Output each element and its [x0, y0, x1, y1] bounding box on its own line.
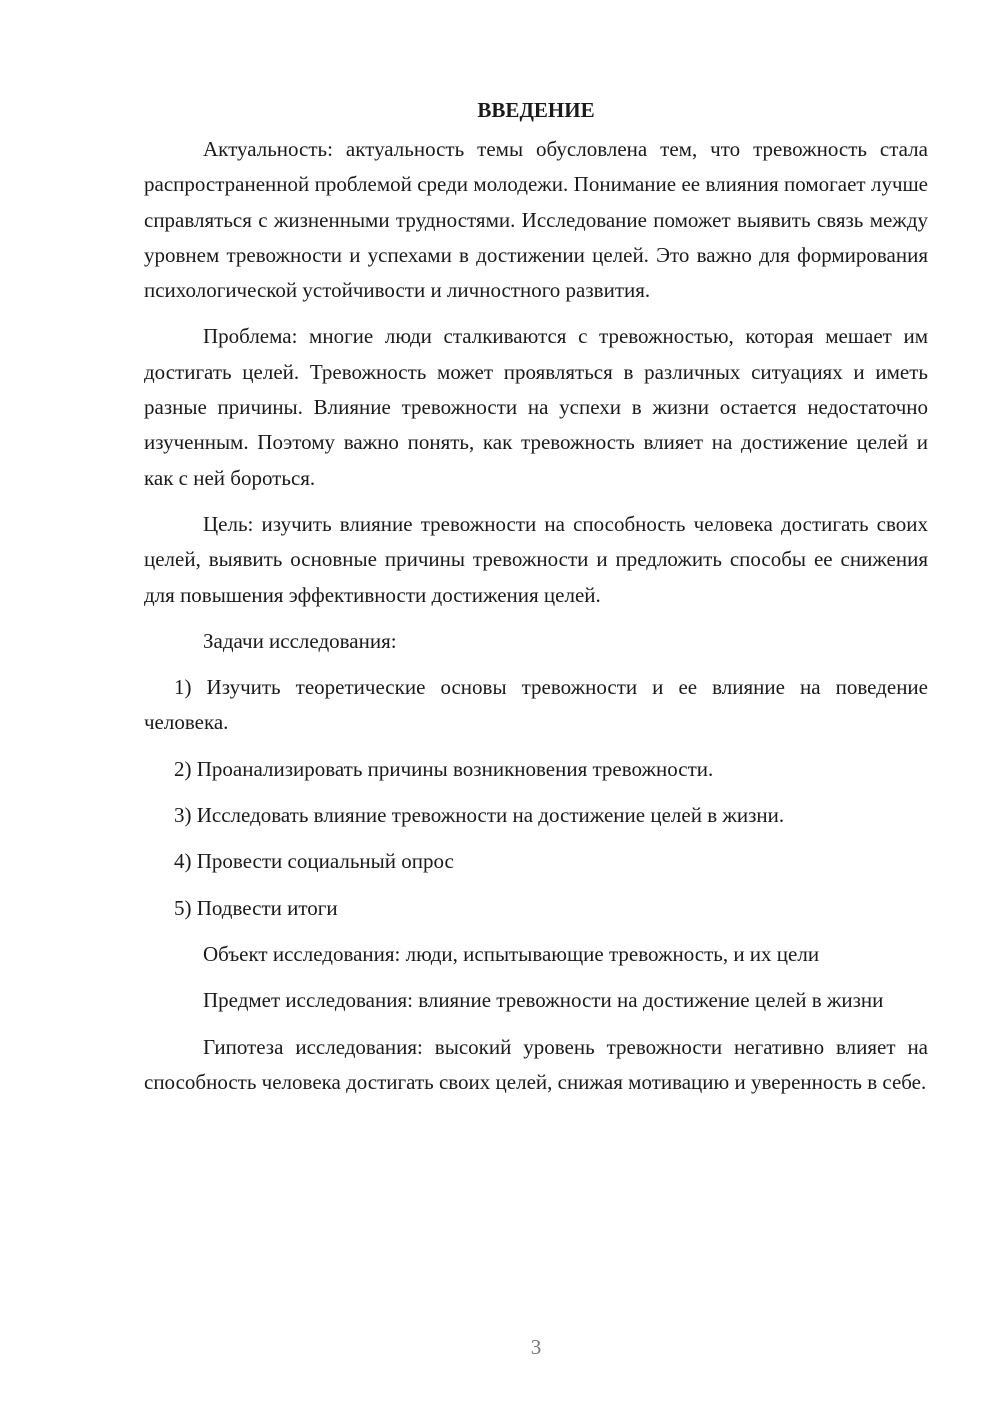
task-item-5: 5) Подвести итоги — [174, 895, 338, 920]
task-item-3: 3) Исследовать влияние тревожности на достижение целей в жизни. — [174, 803, 785, 828]
page-number: 3 — [530, 1335, 542, 1359]
task-item-4: 4) Провести социальный опрос — [174, 849, 454, 874]
paragraph-goal: Цель: изучить влияние тревожности на способность человека достигать своих целей, выявить основные причины тревожности и предложить способы ее снижения для повышения эффективности достижения целей. — [144, 511, 928, 607]
page-title: ВВЕДЕНИЕ — [477, 98, 595, 122]
paragraph-subject: Предмет исследования: влияние тревожности на достижение целей в жизни — [203, 988, 884, 1013]
paragraph-relevance: Актуальность: актуальность темы обусловлена тем, что тревожность стала распространенной проблемой среди молодежи. Понимание ее влияния помогает лучше справляться с жизненными трудностями. Исследование поможет выявить связь между уровнем тревожности и успехами в достижении целей. Это важно для формирования психологической устойчивости и личностного развития. — [144, 137, 928, 303]
paragraph-object: Объект исследования: люди, испытывающие тревожность, и их цели — [203, 941, 820, 966]
tasks-heading: Задачи исследования: — [203, 628, 397, 653]
document-page — [144, 92, 928, 1111]
task-item-2: 2) Проанализировать причины возникновения тревожности. — [174, 756, 714, 781]
paragraph-problem: Проблема: многие люди сталкиваются с тревожностью, которая мешает им достигать целей. Тревожность может проявляться в различных ситуациях и иметь разные причины. Влияние тревожности на успехи в жизни остается недостаточно изученным. Поэтому важно понять, как тревожность влияет на достижение целей и как с ней бороться. — [144, 324, 928, 490]
task-item-1: 1) Изучить теоретические основы тревожности и ее влияние на поведение человека. — [144, 675, 928, 735]
paragraph-hypothesis: Гипотеза исследования: высокий уровень тревожности негативно влияет на способность человека достигать своих целей, снижая мотивацию и уверенность в себе. — [144, 1034, 928, 1094]
